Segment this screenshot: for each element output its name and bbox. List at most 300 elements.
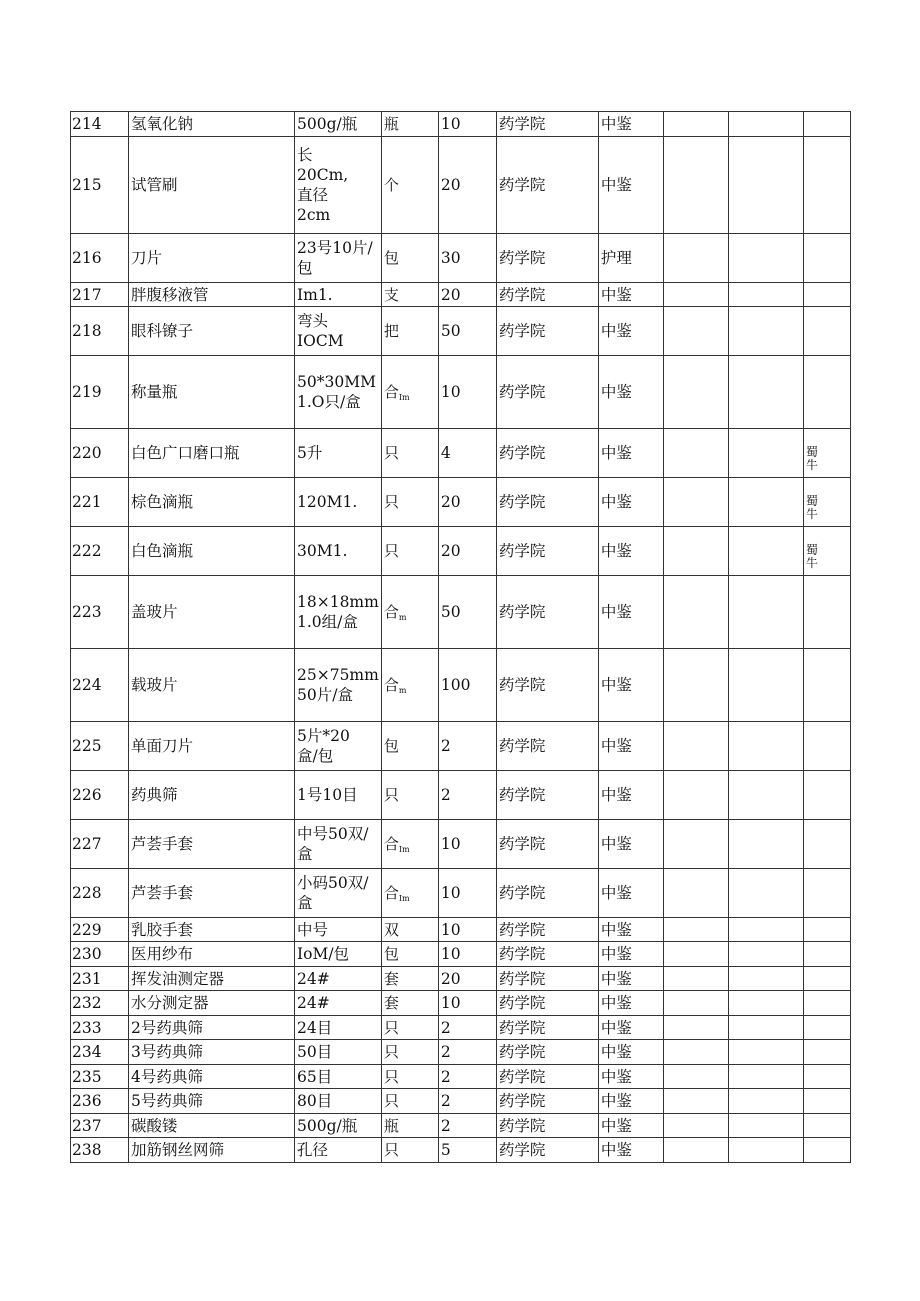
blank-cell-1: [663, 918, 728, 942]
item-quantity: 100: [440, 676, 471, 694]
item-use-cell: [598, 478, 663, 527]
blank-cell-1: [663, 967, 728, 991]
item-name-cell: [129, 649, 295, 722]
item-spec: 5片*20 盒/包: [297, 727, 350, 765]
blank-cell-1: [663, 820, 728, 869]
item-department: 药学院: [498, 176, 546, 194]
item-department: 药学院: [498, 383, 546, 401]
item-qty-cell: [438, 1114, 496, 1138]
item-number: 228: [72, 884, 102, 902]
item-qty-cell: [438, 527, 496, 576]
item-department: 药学院: [498, 969, 546, 988]
item-dept-cell: [496, 771, 598, 820]
blank-cell-2: [728, 356, 803, 429]
item-use-cell: [598, 967, 663, 991]
item-unit-cell: [381, 137, 438, 234]
item-unit-cell: [381, 283, 438, 307]
item-name-cell: [129, 112, 295, 137]
item-number: 227: [72, 835, 102, 853]
item-dept-cell: [496, 820, 598, 869]
table-row: [71, 356, 851, 429]
item-use-cell: [598, 576, 663, 649]
item-spec-cell: [295, 283, 382, 307]
item-number: 217: [72, 285, 102, 304]
item-name: 芦荟手套: [131, 835, 194, 853]
item-note-cell: [803, 1138, 850, 1163]
blank-cell-1: [663, 722, 728, 771]
item-usage: 中鉴: [600, 786, 632, 804]
item-note-cell: [803, 478, 850, 527]
item-name-cell: [129, 307, 295, 356]
blank-cell-2: [728, 527, 803, 576]
item-unit-cell: [381, 820, 438, 869]
blank-cell-2: [728, 967, 803, 991]
item-spec: 50目: [297, 1043, 333, 1061]
item-dept-cell: [496, 307, 598, 356]
item-name: 3号药典筛: [131, 1043, 203, 1061]
table-row: [71, 527, 851, 576]
item-unit: 合: [383, 835, 399, 853]
table-row: [71, 820, 851, 869]
item-number-cell: [71, 283, 129, 307]
item-number-cell: [71, 576, 129, 649]
blank-cell-1: [663, 1114, 728, 1138]
item-spec-cell: [295, 820, 382, 869]
item-qty-cell: [438, 1016, 496, 1040]
item-qty-cell: [438, 137, 496, 234]
item-number-cell: [71, 918, 129, 942]
item-number-cell: [71, 527, 129, 576]
item-spec-cell: [295, 1138, 382, 1163]
item-note-cell: [803, 967, 850, 991]
item-name: 眼科镣子: [131, 322, 194, 340]
item-unit-cell: [381, 307, 438, 356]
item-number: 230: [72, 945, 102, 963]
blank-cell-2: [728, 478, 803, 527]
table-row: [71, 918, 851, 942]
blank-cell-2: [728, 1114, 803, 1138]
item-usage: 中鉴: [600, 835, 632, 853]
item-name: 盖玻片: [131, 603, 178, 621]
blank-cell-1: [663, 1016, 728, 1040]
item-number: 229: [72, 920, 102, 939]
item-number-cell: [71, 137, 129, 234]
item-name: 药典筛: [131, 786, 178, 804]
item-spec: 24#: [297, 994, 330, 1012]
item-department: 药学院: [498, 1067, 546, 1086]
item-qty-cell: [438, 649, 496, 722]
item-usage: 中鉴: [600, 994, 632, 1012]
item-quantity: 20: [440, 969, 461, 988]
item-usage: 中鉴: [600, 493, 632, 511]
item-spec: Im1.: [297, 285, 333, 304]
blank-cell-1: [663, 283, 728, 307]
item-spec-cell: [295, 576, 382, 649]
item-note-cell: [803, 112, 850, 137]
item-use-cell: [598, 1114, 663, 1138]
item-unit: 只: [383, 444, 399, 462]
item-dept-cell: [496, 112, 598, 137]
table-row: [71, 1138, 851, 1163]
blank-cell-2: [728, 649, 803, 722]
item-number-cell: [71, 112, 129, 137]
item-note: 蜀 牛: [805, 445, 818, 472]
item-quantity: 20: [440, 542, 461, 560]
item-note-cell: [803, 771, 850, 820]
item-department: 药学院: [498, 493, 546, 511]
item-unit-sub: Im: [398, 894, 410, 903]
blank-cell-2: [728, 576, 803, 649]
item-unit: 只: [383, 1092, 399, 1110]
item-unit: 只: [383, 1141, 399, 1159]
item-unit-cell: [381, 918, 438, 942]
item-usage: 中鉴: [600, 285, 632, 304]
item-name: 白色广口磨口瓶: [131, 444, 240, 462]
item-number: 237: [72, 1116, 102, 1135]
item-quantity: 20: [440, 493, 461, 511]
item-qty-cell: [438, 283, 496, 307]
item-number: 231: [72, 969, 102, 988]
item-department: 药学院: [498, 737, 546, 755]
blank-cell-1: [663, 942, 728, 967]
item-use-cell: [598, 307, 663, 356]
item-unit-cell: [381, 1089, 438, 1114]
item-name: 水分测定器: [131, 994, 209, 1012]
item-name: 4号药典筛: [131, 1067, 203, 1086]
item-department: 药学院: [498, 249, 546, 267]
item-use-cell: [598, 649, 663, 722]
item-quantity: 10: [440, 115, 461, 133]
item-number: 236: [72, 1092, 102, 1110]
item-name-cell: [129, 820, 295, 869]
item-qty-cell: [438, 429, 496, 478]
item-spec: 500g/瓶: [297, 1116, 358, 1135]
item-unit: 瓶: [383, 115, 399, 133]
item-spec: 24#: [297, 969, 330, 988]
item-unit: 套: [383, 969, 399, 988]
item-unit-cell: [381, 771, 438, 820]
item-usage: 中鉴: [600, 884, 632, 902]
item-spec: 18×18mm 1.0组/盒: [297, 593, 379, 631]
blank-cell-1: [663, 112, 728, 137]
blank-cell-1: [663, 137, 728, 234]
item-qty-cell: [438, 1040, 496, 1065]
item-qty-cell: [438, 478, 496, 527]
item-use-cell: [598, 869, 663, 918]
item-dept-cell: [496, 722, 598, 771]
item-name: 乳胶手套: [131, 920, 194, 939]
table-row: [71, 283, 851, 307]
item-use-cell: [598, 356, 663, 429]
item-use-cell: [598, 820, 663, 869]
item-name-cell: [129, 1138, 295, 1163]
item-number-cell: [71, 1089, 129, 1114]
item-spec-cell: [295, 649, 382, 722]
item-department: 药学院: [498, 115, 546, 133]
blank-cell-1: [663, 478, 728, 527]
item-unit: 只: [383, 786, 399, 804]
item-name: 加筋钢丝网筛: [131, 1141, 225, 1159]
table-row: [71, 112, 851, 137]
item-quantity: 2: [440, 1092, 451, 1110]
item-unit: 只: [383, 1067, 399, 1086]
item-unit: 只: [383, 1043, 399, 1061]
item-usage: 中鉴: [600, 542, 632, 560]
blank-cell-1: [663, 1089, 728, 1114]
item-unit-sub: m: [398, 686, 407, 695]
table-row: [71, 1040, 851, 1065]
item-unit-cell: [381, 1138, 438, 1163]
item-spec-cell: [295, 1065, 382, 1089]
item-usage: 中鉴: [600, 737, 632, 755]
item-dept-cell: [496, 1040, 598, 1065]
item-note-cell: [803, 1016, 850, 1040]
item-department: 药学院: [498, 444, 546, 462]
item-spec: 80目: [297, 1092, 333, 1110]
item-use-cell: [598, 722, 663, 771]
item-name: 白色滴瓶: [131, 542, 194, 560]
blank-cell-2: [728, 1040, 803, 1065]
item-quantity: 5: [440, 1141, 451, 1159]
item-name: 载玻片: [131, 676, 178, 694]
table-row: [71, 1016, 851, 1040]
item-dept-cell: [496, 234, 598, 283]
item-department: 药学院: [498, 1116, 546, 1135]
item-number: 224: [72, 676, 102, 694]
item-unit: 双: [383, 920, 399, 939]
item-number-cell: [71, 649, 129, 722]
item-quantity: 50: [440, 603, 461, 621]
item-quantity: 2: [440, 1043, 451, 1061]
item-number-cell: [71, 1114, 129, 1138]
item-note-cell: [803, 527, 850, 576]
item-quantity: 10: [440, 920, 461, 939]
item-number: 233: [72, 1018, 102, 1037]
item-department: 药学院: [498, 322, 546, 340]
item-quantity: 2: [440, 786, 451, 804]
item-unit-cell: [381, 429, 438, 478]
item-department: 药学院: [498, 1043, 546, 1061]
item-department: 药学院: [498, 1018, 546, 1037]
item-name: 碳酸镂: [131, 1116, 178, 1135]
item-spec-cell: [295, 356, 382, 429]
item-number: 234: [72, 1043, 102, 1061]
item-unit: 支: [383, 285, 399, 304]
item-unit: 个: [383, 176, 399, 194]
item-use-cell: [598, 283, 663, 307]
item-department: 药学院: [498, 884, 546, 902]
item-usage: 中鉴: [600, 176, 632, 194]
item-name: 挥发油测定器: [131, 969, 225, 988]
item-name-cell: [129, 1089, 295, 1114]
item-note-cell: [803, 307, 850, 356]
blank-cell-1: [663, 991, 728, 1016]
item-number: 226: [72, 786, 102, 804]
item-spec: IoM/包: [297, 945, 350, 963]
item-quantity: 10: [440, 835, 461, 853]
blank-cell-1: [663, 234, 728, 283]
item-name-cell: [129, 942, 295, 967]
item-name: 5号药典筛: [131, 1092, 203, 1110]
item-spec-cell: [295, 869, 382, 918]
item-qty-cell: [438, 1138, 496, 1163]
blank-cell-1: [663, 869, 728, 918]
item-quantity: 10: [440, 383, 461, 401]
table-row: [71, 137, 851, 234]
item-spec: 120M1.: [297, 493, 358, 511]
item-note-cell: [803, 991, 850, 1016]
table-row: [71, 649, 851, 722]
blank-cell-1: [663, 356, 728, 429]
table-row: [71, 307, 851, 356]
blank-cell-1: [663, 1138, 728, 1163]
item-note-cell: [803, 356, 850, 429]
item-spec: 长 20Cm, 直径 2cm: [297, 146, 349, 224]
item-dept-cell: [496, 967, 598, 991]
item-use-cell: [598, 942, 663, 967]
item-name: 称量瓶: [131, 383, 178, 401]
item-unit: 合: [383, 884, 399, 902]
item-dept-cell: [496, 1138, 598, 1163]
item-number-cell: [71, 356, 129, 429]
item-name-cell: [129, 771, 295, 820]
item-department: 药学院: [498, 945, 546, 963]
blank-cell-1: [663, 1040, 728, 1065]
item-number: 219: [72, 383, 102, 401]
item-quantity: 20: [440, 176, 461, 194]
item-dept-cell: [496, 1114, 598, 1138]
item-number: 216: [72, 249, 102, 267]
table-row: [71, 942, 851, 967]
item-note: 蜀 牛: [805, 543, 818, 570]
item-unit: 合: [383, 676, 399, 694]
item-spec: 小码50双/ 盒: [297, 874, 369, 912]
table-row: [71, 576, 851, 649]
item-number: 214: [72, 115, 102, 133]
item-quantity: 30: [440, 249, 461, 267]
item-usage: 中鉴: [600, 1018, 632, 1037]
item-unit: 瓶: [383, 1116, 399, 1135]
table-row: [71, 771, 851, 820]
item-spec: 中号50双/ 盒: [297, 825, 369, 863]
item-spec: 25×75mm 50片/盒: [297, 666, 379, 704]
item-use-cell: [598, 1040, 663, 1065]
item-dept-cell: [496, 283, 598, 307]
blank-cell-2: [728, 918, 803, 942]
table-row: [71, 967, 851, 991]
item-unit: 合: [383, 603, 399, 621]
item-name-cell: [129, 967, 295, 991]
item-unit-cell: [381, 1065, 438, 1089]
item-usage: 中鉴: [600, 676, 632, 694]
item-unit-cell: [381, 1114, 438, 1138]
item-name: 芦荟手套: [131, 884, 194, 902]
item-number-cell: [71, 771, 129, 820]
item-name: 胖腹移液管: [131, 285, 209, 304]
item-name: 试管刷: [131, 176, 178, 194]
blank-cell-1: [663, 771, 728, 820]
blank-cell-1: [663, 576, 728, 649]
item-spec: 中号: [297, 920, 329, 939]
item-dept-cell: [496, 576, 598, 649]
item-unit: 包: [383, 249, 399, 267]
item-number-cell: [71, 307, 129, 356]
item-number-cell: [71, 722, 129, 771]
item-qty-cell: [438, 1089, 496, 1114]
item-number: 238: [72, 1141, 102, 1159]
blank-cell-2: [728, 307, 803, 356]
item-name-cell: [129, 918, 295, 942]
item-unit-cell: [381, 722, 438, 771]
item-note: 蜀 牛: [805, 494, 818, 521]
item-unit-cell: [381, 576, 438, 649]
item-spec: 弯头 IOCM: [297, 312, 344, 350]
blank-cell-2: [728, 1016, 803, 1040]
item-dept-cell: [496, 1016, 598, 1040]
blank-cell-1: [663, 527, 728, 576]
item-note-cell: [803, 137, 850, 234]
blank-cell-2: [728, 112, 803, 137]
item-department: 药学院: [498, 285, 546, 304]
item-spec-cell: [295, 429, 382, 478]
item-unit-cell: [381, 478, 438, 527]
item-note-cell: [803, 942, 850, 967]
item-spec: 30M1.: [297, 542, 348, 560]
item-usage: 中鉴: [600, 383, 632, 401]
item-use-cell: [598, 527, 663, 576]
item-spec-cell: [295, 722, 382, 771]
item-unit-cell: [381, 1040, 438, 1065]
item-note-cell: [803, 820, 850, 869]
item-name: 医用纱布: [131, 945, 194, 963]
item-unit-cell: [381, 356, 438, 429]
blank-cell-2: [728, 429, 803, 478]
item-department: 药学院: [498, 994, 546, 1012]
item-quantity: 50: [440, 322, 461, 340]
item-dept-cell: [496, 918, 598, 942]
item-unit-cell: [381, 1016, 438, 1040]
item-dept-cell: [496, 649, 598, 722]
item-quantity: 4: [440, 444, 451, 462]
item-number-cell: [71, 1065, 129, 1089]
item-department: 药学院: [498, 1092, 546, 1110]
item-quantity: 10: [440, 945, 461, 963]
item-qty-cell: [438, 234, 496, 283]
table-body: [71, 112, 851, 1163]
blank-cell-2: [728, 991, 803, 1016]
item-unit-cell: [381, 234, 438, 283]
item-department: 药学院: [498, 835, 546, 853]
item-usage: 中鉴: [600, 969, 632, 988]
item-note-cell: [803, 429, 850, 478]
table-row: [71, 478, 851, 527]
item-name-cell: [129, 356, 295, 429]
item-dept-cell: [496, 942, 598, 967]
blank-cell-2: [728, 820, 803, 869]
item-spec: 65目: [297, 1067, 333, 1086]
blank-cell-1: [663, 1065, 728, 1089]
item-spec-cell: [295, 918, 382, 942]
blank-cell-2: [728, 869, 803, 918]
item-use-cell: [598, 991, 663, 1016]
item-dept-cell: [496, 137, 598, 234]
item-spec-cell: [295, 1016, 382, 1040]
item-spec: 24目: [297, 1018, 333, 1037]
item-use-cell: [598, 234, 663, 283]
item-unit-cell: [381, 991, 438, 1016]
table-row: [71, 234, 851, 283]
item-name: 2号药典筛: [131, 1018, 203, 1037]
